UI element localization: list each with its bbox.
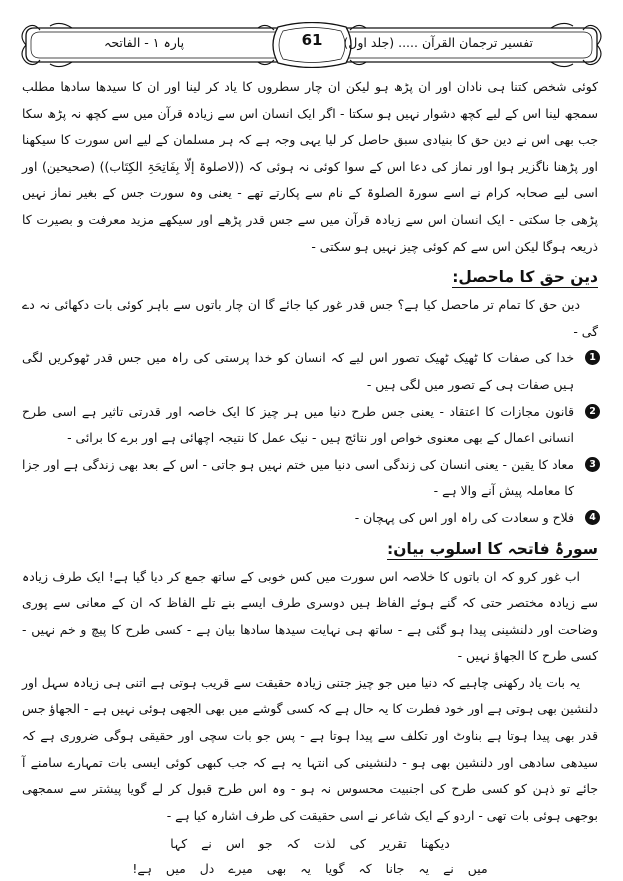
list-item-text: خدا کی صفات کا ٹھیک ٹھیک تصور اس لیے کہ انسان کو خدا پرستی کی راہ میں جس قدر ٹھوکریں لگی ہیں صفات ہی کے تصور میں لگی ہیں - bbox=[22, 350, 574, 392]
couplet-line-1 bbox=[22, 831, 598, 856]
verse-word: کہ bbox=[358, 861, 372, 877]
section-heading-style-text: سورۂ فاتحہ کا اسلوب بیان: bbox=[387, 539, 598, 558]
section-heading-style bbox=[22, 536, 598, 562]
verse-word: دیکھنا bbox=[420, 836, 450, 852]
verse-word: میں bbox=[165, 861, 186, 877]
verse-word: یہ bbox=[418, 861, 430, 877]
list-item bbox=[22, 452, 598, 505]
verse-word: ہے! bbox=[132, 861, 152, 877]
page-number: 61 bbox=[301, 31, 323, 49]
verse-word: کی bbox=[349, 836, 366, 852]
style-paragraph-2: یہ بات یاد رکھنی چاہیے کہ دنیا میں جو چیز جتنی زیادہ حقیقت سے قریب ہوتی ہے اتنی ہی زیادہ سہل اور دلنشین بھی ہوتی ہے اور خود فطرت کا یہ حال ہے کہ کسی گوشے میں بھی الجھی ہوئی نہیں ہے - الجھاؤ جس قدر بھی پیدا ہوتا ہے بناوٹ اور تکلف سے پیدا ہوتا ہے - پس جو بات سچی اور حقیقی ہوگی ضروری ہے کہ سیدھی سادھی اور دلنشین بھی ہو - دلنشینی کی انتہا یہ ہے کہ جب کبھی کوئی ایسی بات تمہارے سامنے آ جائے تو ذہن کو کسی طرح کی اجنبیت محسوس نہ ہو - وہ اس طرح قبول کر لے گویا پیشتر سے سمجھی بوجھی ہوئی بات تھی - اردو کے ایک شاعر نے اسی حقیقت کی طرف اشارہ کیا ہے - bbox=[22, 674, 598, 823]
verse-word: کہا bbox=[170, 836, 188, 852]
style-paragraph-1: اب غور کرو کہ ان باتوں کا خلاصہ اس سورت میں کس خوبی کے ساتھ جمع کر دیا گیا ہے! ایک طرف زیادہ سے زیادہ مختصر حتی کہ گنے ہوئے الفاظ ہیں دوسری طرف ایسے بنے تلے الفاظ کہ ان کے معانی سے پوری وضاحت اور دلنشینی پیدا ہو گئی ہے - ساتھ ہی نہایت سیدھا سادھا بیان ہے - کسی طرح کا پیچ و خم نہیں - کسی طرح کا الجھاؤ نہیں - bbox=[22, 568, 598, 664]
page-body bbox=[22, 74, 598, 881]
list-item bbox=[22, 505, 598, 532]
intro-paragraph: کوئی شخص کتنا ہی نادان اور ان پڑھ ہو لیکن ان چار سطروں کا یاد کر لینا اور ان کا سیدھا سادھا مطلب سمجھ لینا اس کے لیے کچھ دشوار نہیں ہو سکتا - اگر ایک انسان اس سے زیادہ قرآن میں سے کچھ نہ پڑھ سکا جب بھی اس نے دین حق کا بنیادی سبق حاصل کر لیا یہی وجہ ہے کہ ہر مسلمان کے لیے اس سورت کا سیکھنا اور پڑھنا ناگزیر ہوا اور نماز کی دعا اس کے سوا کوئی نہ ہوئی کہ ((لاصلوۃ إلّا بِفَاتِحَۃِ الکِتَاب)) (صحیحین) اور اسی لیے صحابہ کرام نے اسے سورۃ الصلوۃ کے نام سے پکارتے تھے - یعنی وہ سورت جس کے بغیر نماز نہیں پڑھی جا سکتی - ایک انسان اس سے زیادہ قرآن میں سے جس قدر پڑھے اور سیکھے مزید معرفت و بصیرت کا ذریعہ ہوگا لیکن اس سے کم کوئی چیز نہیں ہو سکتی - bbox=[22, 79, 598, 254]
header-section: پارہ ۱ - الفاتحہ bbox=[104, 35, 185, 50]
header-book-title: تفسیر ترجمان القرآن ..... (جلد اول) bbox=[343, 35, 533, 50]
verse-word: اس bbox=[225, 836, 245, 852]
section-heading-essence bbox=[22, 264, 598, 290]
couplet-line-2 bbox=[22, 856, 598, 881]
couplet bbox=[22, 831, 598, 881]
list-number-4: 4 bbox=[585, 510, 600, 525]
list-number-2: 2 bbox=[585, 404, 600, 419]
verse-word: لذت bbox=[313, 836, 336, 852]
verse-word: کہ bbox=[286, 836, 300, 852]
list-number-3: 3 bbox=[585, 457, 600, 472]
verse-word: جو bbox=[258, 836, 273, 852]
verse-word: تقریر bbox=[379, 836, 407, 852]
verse-word: میرے bbox=[228, 861, 253, 877]
verse-word: نے bbox=[201, 836, 212, 852]
verse-word: میں bbox=[467, 861, 488, 877]
page-header bbox=[20, 22, 603, 68]
verse-word: بھی bbox=[266, 861, 287, 877]
verse-word: نے bbox=[443, 861, 454, 877]
list-item-text: قانون مجازات کا اعتقاد - یعنی جس طرح دنیا میں ہر چیز کا ایک خاصہ اور قدرتی تاثیر ہے اسی طرح انسانی اعمال کے بھی معنوی خواص اور نتائج ہیں - نیک عمل کا نتیجہ اچھائی ہے اور برے کا برائی - bbox=[22, 403, 574, 446]
verse-word: یہ bbox=[300, 861, 311, 877]
verse-word: گویا bbox=[324, 861, 345, 877]
list-item-text: فلاح و سعادت کی راہ اور اس کی پہچان - bbox=[354, 509, 574, 525]
list-item bbox=[22, 345, 598, 398]
list-item-text: معاد کا یقین - یعنی انسان کی زندگی اسی دنیا میں ختم نہیں ہو جاتی - اس کے بعد بھی زندگی ہے اور جزا کا معاملہ پیش آنے والا ہے - bbox=[22, 456, 574, 499]
section-heading-essence-text: دین حق کا ماحصل: bbox=[452, 268, 598, 287]
verse-word: دل bbox=[199, 861, 215, 877]
list-number-1: 1 bbox=[585, 350, 600, 365]
essence-intro: دین حق کا تمام تر ماحصل کیا ہے؟ جس قدر غور کیا جائے گا ان چار باتوں سے باہر کوئی بات دکھائی نہ دے گی - bbox=[22, 297, 598, 339]
verse-word: جانا bbox=[385, 861, 405, 877]
list-item bbox=[22, 399, 598, 452]
